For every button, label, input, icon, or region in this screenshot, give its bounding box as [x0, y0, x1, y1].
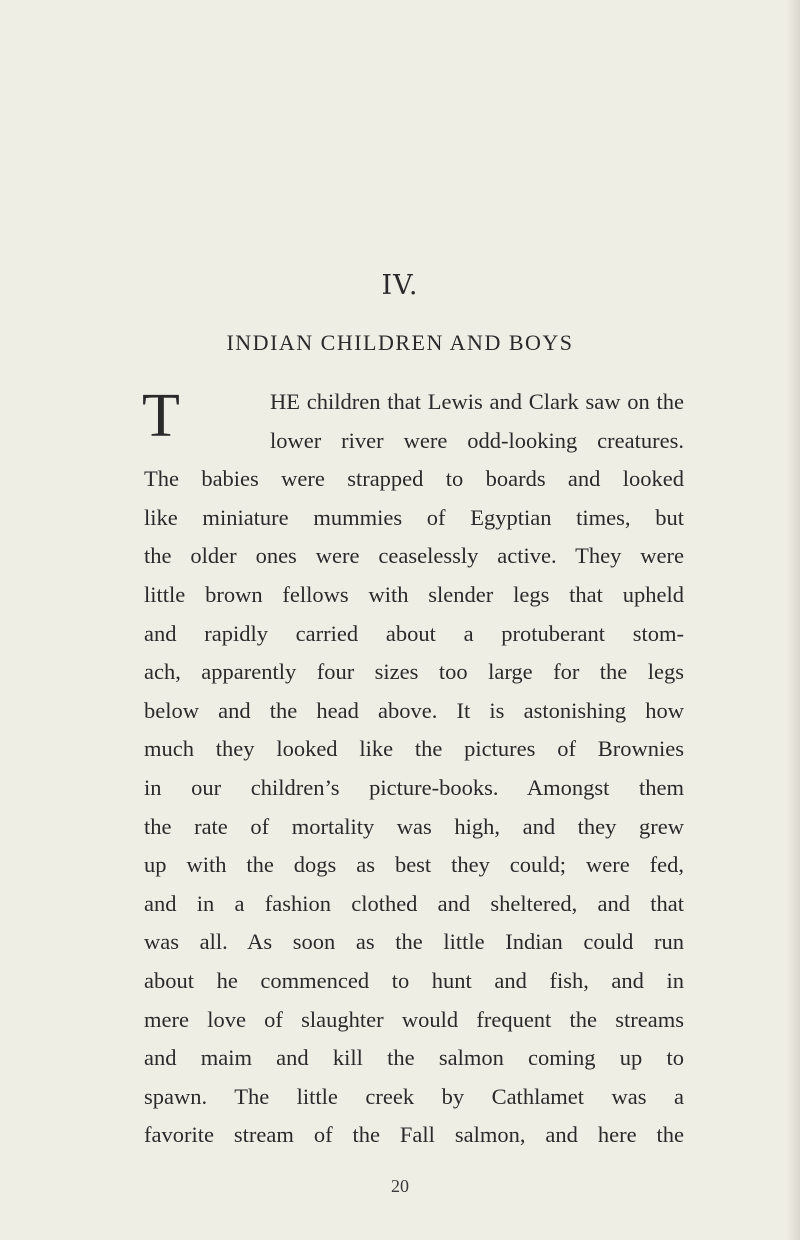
page-number: 20	[391, 1176, 409, 1196]
text-line: like miniature mummies of Egyptian times, but	[144, 504, 684, 530]
chapter-title: INDIAN CHILDREN AND BOYS	[226, 330, 574, 355]
text-line: HE children that Lewis and Clark saw on the	[270, 389, 684, 414]
text-line: below and the head above. It is astonishing how	[144, 697, 684, 723]
text-line: little brown fellows with slender legs that upheld	[144, 581, 684, 607]
page-edge-shadow	[786, 0, 800, 1240]
text-line: in our children’s picture-books. Amongst them	[144, 774, 684, 800]
body-text	[144, 383, 684, 1155]
text-line: much they looked like the pictures of Brownies	[144, 736, 684, 762]
text-line: mere love of slaughter would frequent the streams	[144, 1006, 684, 1032]
text-line: The babies were strapped to boards and looked	[144, 466, 684, 492]
text-line: was all. As soon as the little Indian could run	[144, 929, 684, 955]
text-line: spawn. The little creek by Cathlamet was a	[144, 1083, 684, 1109]
text-line: and maim and kill the salmon coming up to	[144, 1045, 684, 1071]
text-line: the rate of mortality was high, and they grew	[144, 813, 684, 839]
text-line: up with the dogs as best they could; were fed,	[144, 852, 684, 878]
chapter-number: IV.	[381, 270, 419, 301]
text-line: the older ones were ceaselessly active. They were	[144, 543, 684, 569]
text-line: favorite stream of the Fall salmon, and here the	[144, 1122, 684, 1148]
drop-cap: T	[142, 382, 180, 450]
text-line: ach, apparently four sizes too large for the legs	[144, 659, 684, 685]
text-line: about he commenced to hunt and fish, and in	[144, 967, 684, 993]
text-line: and in a fashion clothed and sheltered, and that	[144, 890, 684, 916]
text-line: and rapidly carried about a protuberant stom-	[144, 620, 684, 646]
text-line: lower river were odd-looking creatures.	[270, 427, 684, 453]
